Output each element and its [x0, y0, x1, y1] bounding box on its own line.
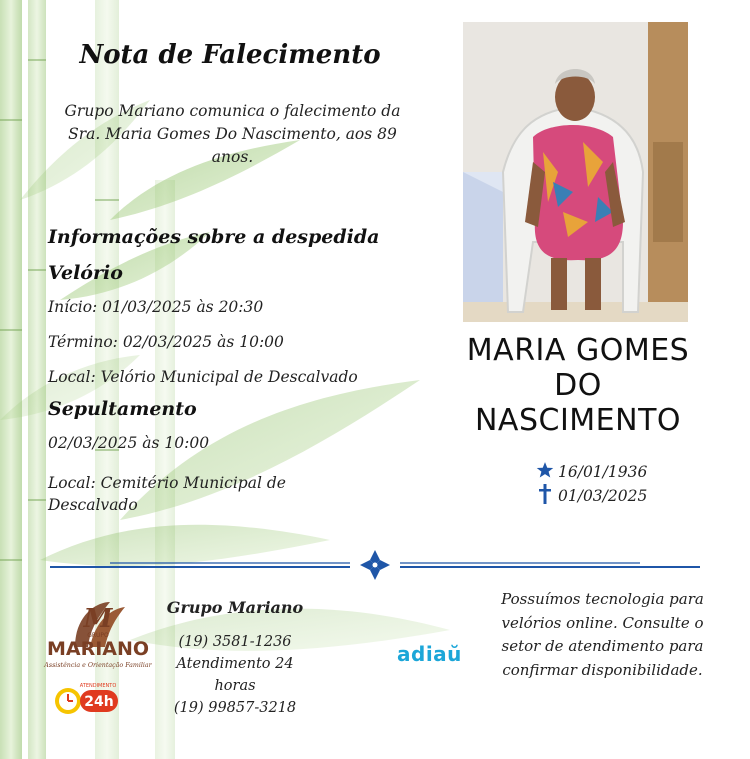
service-line-1: Atendimento 24 [176, 656, 294, 672]
wake-end: Término: 02/03/2025 às 10:00 [48, 333, 284, 351]
name-line-2: DO [554, 368, 602, 403]
farewell-info [48, 226, 428, 516]
mariano-logo [40, 597, 160, 727]
cross-icon [536, 484, 558, 508]
burial-heading: Sepultamento [48, 398, 197, 420]
ornamental-divider [50, 545, 700, 585]
atendimento-24h-badge [55, 683, 118, 714]
logo-small-text: GRUPO [87, 632, 109, 639]
birth-row [536, 460, 647, 484]
page-title: Nota de Falecimento [79, 40, 381, 70]
farewell-heading: Informações sobre a despedida [48, 226, 380, 248]
phone-2[interactable]: (19) 99857-3218 [173, 700, 297, 716]
death-date: 01/03/2025 [558, 487, 648, 505]
online-wake-note: Possuímos tecnologia para velórios online. Consulte o setor de atendimento para confirmar disponibilidade. [501, 590, 704, 679]
wake-location: Local: Velório Municipal de Descalvado [48, 368, 358, 386]
burial-location: Local: Cemitério Municipal de Descalvado [48, 474, 286, 514]
company-name: Grupo Mariano [166, 598, 304, 617]
birth-date: 16/01/1936 [558, 463, 648, 481]
logo-text: MARIANO [46, 638, 150, 660]
wake-heading: Velório [48, 262, 123, 284]
wake-start: Início: 01/03/2025 às 20:30 [48, 298, 264, 316]
deceased-name [448, 333, 708, 438]
company-contact [160, 598, 310, 719]
logo-tagline: Assistência e Orientação Familiar [44, 662, 152, 669]
deceased-photo [463, 22, 688, 322]
phone-1[interactable]: (19) 3581-1236 [178, 634, 292, 650]
death-row [536, 484, 647, 508]
service-line-2: horas [214, 678, 256, 694]
svg-text:M: M [83, 604, 113, 634]
star-icon [536, 461, 558, 483]
badge-24h-text: 24h [84, 694, 114, 710]
name-line-1: MARIA GOMES [466, 333, 690, 368]
announcement-text: Grupo Mariano comunica o falecimento da Sra. Maria Gomes Do Nascimento, aos 89 anos. [64, 102, 401, 166]
adiau-logo: adiaŭ [397, 642, 462, 666]
burial-time: 02/03/2025 às 10:00 [48, 434, 210, 452]
name-line-3: NASCIMENTO [474, 403, 682, 438]
life-dates [536, 460, 647, 508]
badge-top-text: ATENDIMENTO [79, 683, 117, 689]
